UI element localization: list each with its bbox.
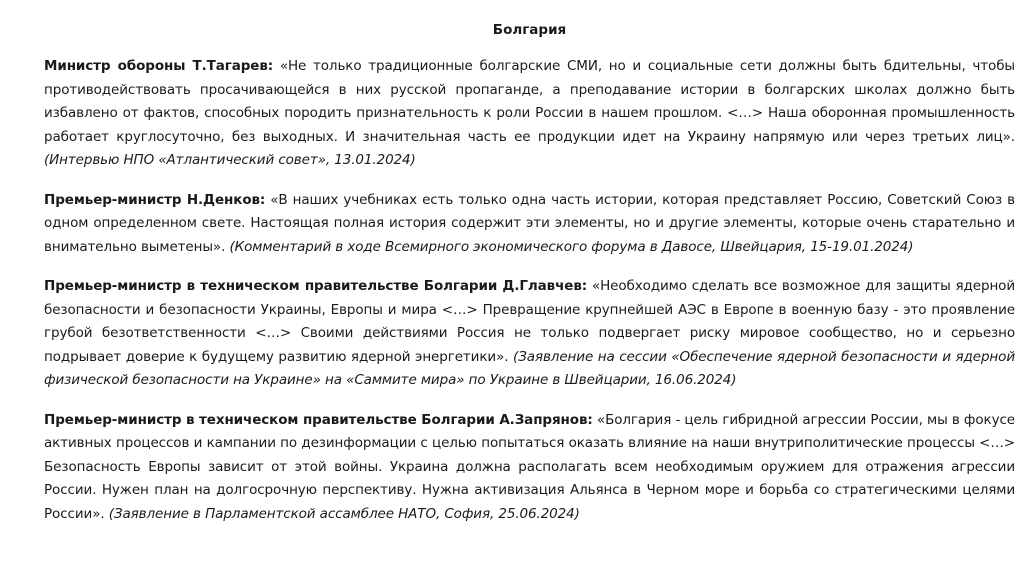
statement-entry <box>44 189 1015 260</box>
speaker-name: Премьер-министр Н.Денков: <box>44 191 266 208</box>
statement-entry <box>44 409 1015 527</box>
source-citation: (Заявление на сессии «Обеспечение ядерной безопасности и ядерной физической безопасности на Украине» на «Саммите мира» по Украине в Швейцарии, 16.06.2024) <box>44 348 1015 388</box>
source-citation: (Комментарий в ходе Всемирного экономического форума в Давосе, Швейцария, 15-19.01.2024) <box>229 238 914 255</box>
statement-entry <box>44 55 1015 173</box>
statement-entry <box>44 275 1015 393</box>
page-title: Болгария <box>492 22 567 38</box>
speaker-name: Премьер-министр в техническом правительстве Болгарии А.Запрянов: <box>44 411 593 428</box>
speaker-name: Премьер-министр в техническом правительстве Болгарии Д.Главчев: <box>44 278 588 294</box>
source-citation: (Заявление в Парламентской ассамблее НАТО, София, 25.06.2024) <box>108 505 580 522</box>
quote-text: «В наших учебниках есть только одна часть истории, которая представляет Россию, Советский Союз в одном определенном свете. Настоящая полная история содержит эти элементы, но и другие элементы, которые очень старательно и внимательно выметены». <box>44 191 1015 255</box>
speaker-name: Министр обороны Т.Тагарев: <box>44 58 274 74</box>
quote-text: «Не только традиционные болгарские СМИ, но и социальные сети должны быть бдительны, чтобы противодействовать просачивающейся в них русской пропаганде, а преподавание истории в болгарских школах должно быть избавлено от фактов, способных породить признательность к роли России в нашем прошлом. <…> Наша оборонная промышленность работает круглосуточно, без выходных. И значительная часть ее продукции идет на Украину напрямую или через третьих лиц». <box>44 58 1015 145</box>
source-citation: (Интервью НПО «Атлантический совет», 13.01.2024) <box>44 152 416 168</box>
quote-text: «Болгария - цель гибридной агрессии России, мы в фокусе активных процессов и кампании по дезинформации с целью попытаться оказать влияние на наши внутриполитические процессы <…> Безопасность Европы зависит от этой войны. Украина должна располагать всем необходимым оружием для отражения агрессии России. Нужен план на долгосрочную перспективу. Нужна активизация Альянса в Черном море и борьба со стратегическими целями России». <box>44 411 1015 522</box>
quote-text: «Необходимо сделать все возможное для защиты ядерной безопасности и безопасности Украины, Европы и мира <…> Превращение крупнейшей АЭС в Европе в военную базу - это проявление грубой безответственности <…> Своими действиями Россия не только подвергает риску мировое сообщество, но и серьезно подрывает доверие к будущему развитию ядерной энергетики». <box>44 278 1015 365</box>
document-page <box>44 18 1015 542</box>
